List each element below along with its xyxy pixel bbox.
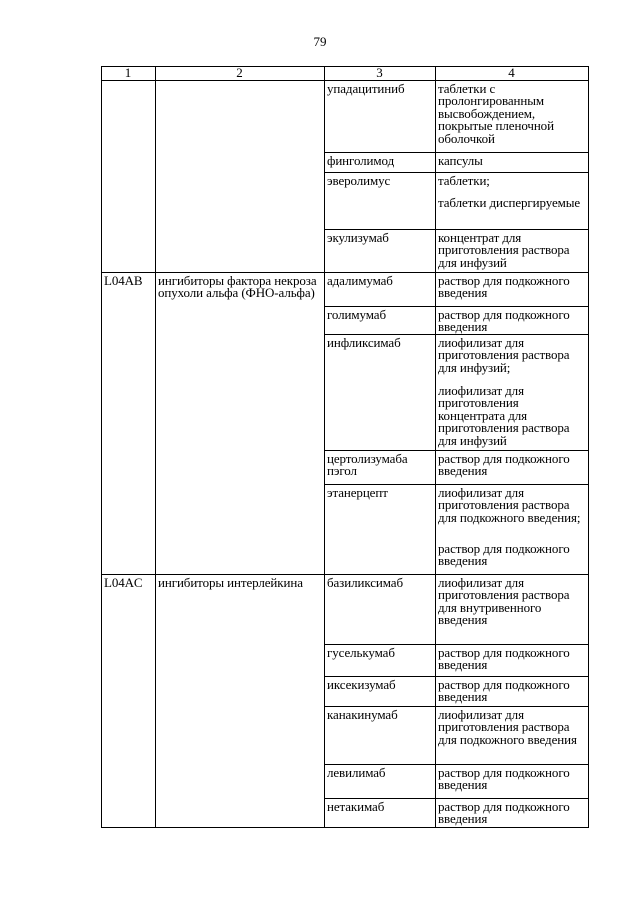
drug-form: раствор для подкожного введения bbox=[438, 677, 570, 705]
drug-name: эверолимус bbox=[327, 173, 391, 188]
group-name: ингибиторы интерлейкина bbox=[158, 575, 303, 590]
drug-name: цертолизумаба пэгол bbox=[327, 451, 408, 479]
drug-form: раствор для подкожного введения bbox=[438, 765, 570, 793]
drug-table bbox=[101, 66, 589, 828]
drug-name: левилимаб bbox=[327, 765, 386, 780]
drug-form: таблетки с пролонгированным высвобождением, покрытые пленочной оболочкой bbox=[438, 81, 554, 146]
page-number: 79 bbox=[313, 34, 327, 49]
drug-name: базиликсимаб bbox=[327, 575, 403, 590]
drug-name: адалимумаб bbox=[327, 273, 393, 288]
drug-form: раствор для подкожного введения bbox=[438, 451, 570, 479]
atc-code: L04AC bbox=[104, 575, 143, 590]
drug-form: лиофилизат для приготовления раствора для подкожного введения; bbox=[438, 485, 581, 525]
drug-form: таблетки диспергируемые bbox=[438, 195, 581, 210]
drug-form: лиофилизат для приготовления концентрата для приготовления раствора для инфузий bbox=[438, 383, 570, 448]
column-header-1: 1 bbox=[124, 65, 132, 80]
drug-form: капсулы bbox=[438, 153, 483, 168]
drug-name: голимумаб bbox=[327, 307, 386, 322]
drug-name: упадацитиниб bbox=[327, 81, 405, 96]
column-header-2: 2 bbox=[236, 65, 243, 80]
drug-form: раствор для подкожного введения bbox=[438, 645, 570, 673]
drug-form: лиофилизат для приготовления раствора для инфузий; bbox=[438, 335, 570, 375]
group-name: ингибиторы фактора некроза опухоли альфа (ФНО-альфа) bbox=[158, 273, 317, 301]
drug-form: лиофилизат для приготовления раствора для внутривенного введения bbox=[438, 575, 570, 628]
drug-form: раствор для подкожного введения bbox=[438, 799, 570, 827]
column-header-3: 3 bbox=[376, 65, 383, 80]
drug-name: инфликсимаб bbox=[327, 335, 401, 350]
drug-name: гуселькумаб bbox=[327, 645, 395, 660]
drug-name: иксекизумаб bbox=[327, 677, 396, 692]
drug-name: канакинумаб bbox=[327, 707, 398, 722]
drug-name: нетакимаб bbox=[327, 799, 385, 814]
atc-code: L04AB bbox=[104, 273, 143, 288]
drug-form: концентрат для приготовления раствора для инфузий bbox=[438, 230, 570, 270]
drug-name: экулизумаб bbox=[327, 230, 389, 245]
drug-form: раствор для подкожного введения bbox=[438, 273, 570, 301]
drug-form: таблетки; bbox=[438, 173, 490, 188]
drug-name: финголимод bbox=[327, 153, 395, 168]
drug-form: раствор для подкожного введения bbox=[438, 541, 570, 569]
drug-form: раствор для подкожного введения bbox=[438, 307, 570, 335]
drug-form: лиофилизат для приготовления раствора для подкожного введения bbox=[438, 707, 577, 747]
column-header-4: 4 bbox=[508, 65, 515, 80]
drug-name: этанерцепт bbox=[327, 485, 388, 500]
